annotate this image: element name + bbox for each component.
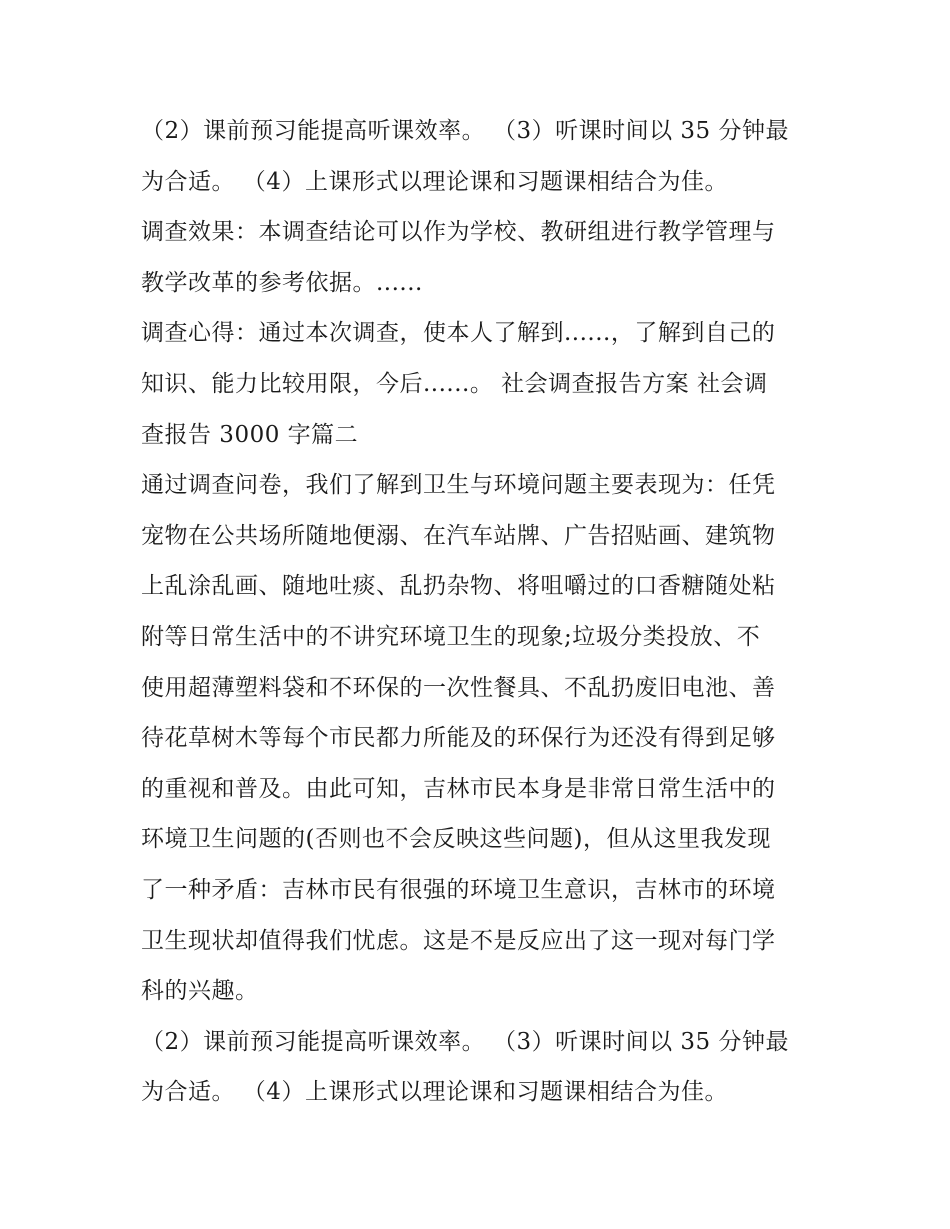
text-line: 环境卫生问题的(否则也不会反映这些问题)，但从这里我发现	[141, 826, 771, 853]
text-line: 卫生现状却值得我们忧虑。这是不是反应出了这一现对每门学	[141, 927, 776, 954]
text-line: 科的兴趣。	[141, 978, 259, 1005]
text-line: 待花草树木等每个市民都力所能及的环保行为还没有得到足够	[141, 725, 776, 752]
text-line: 使用超薄塑料袋和不环保的一次性餐具、不乱扔废旧电池、善	[141, 674, 776, 701]
text-line: 教学改革的参考依据。......	[141, 269, 423, 296]
text-line: 调查效果：本调查结论可以作为学校、教研组进行教学管理与	[141, 219, 776, 246]
text-line: 宠物在公共场所随地便溺、在汽车站牌、广告招贴画、建筑物	[141, 522, 776, 549]
text-line: 调查心得：通过本次调查，使本人了解到......，了解到自己的	[141, 320, 776, 347]
text-line: 知识、能力比较用限，今后......。 社会调查报告方案 社会调	[141, 370, 768, 397]
text-line: （2）课前预习能提高听课效率。 （3）听课时间以 35 分钟最	[141, 1028, 789, 1055]
text-line: 的重视和普及。由此可知，吉林市民本身是非常日常生活中的	[141, 775, 776, 802]
text-line: 为合适。 （4）上课形式以理论课和习题课相结合为佳。	[141, 1079, 728, 1106]
text-line: 了一种矛盾：吉林市民有很强的环境卫生意识，吉林市的环境	[141, 876, 776, 903]
text-line: 附等日常生活中的不讲究环境卫生的现象;垃圾分类投放、不	[141, 623, 761, 650]
text-line: 为合适。 （4）上课形式以理论课和习题课相结合为佳。	[141, 168, 728, 195]
text-line: 通过调查问卷，我们了解到卫生与环境问题主要表现为：任凭	[141, 472, 776, 499]
document-body	[141, 108, 821, 1120]
text-line: 上乱涂乱画、随地吐痰、乱扔杂物、将咀嚼过的口香糖随处粘	[141, 573, 776, 600]
text-line: 查报告 3000 字篇二	[141, 421, 359, 448]
text-line: （2）课前预习能提高听课效率。 （3）听课时间以 35 分钟最	[141, 118, 789, 144]
